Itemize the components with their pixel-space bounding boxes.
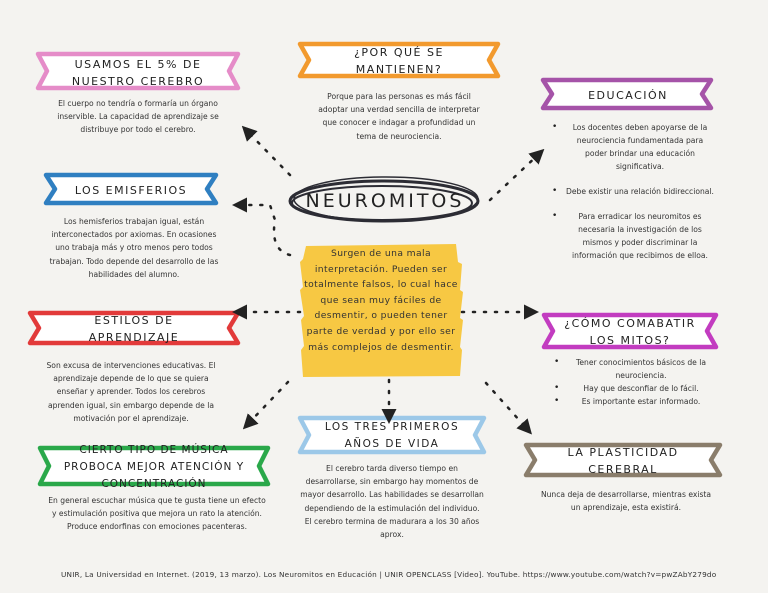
banner-primeros [304,420,480,452]
banner-educacion-title: EDUCACIÓN [588,88,668,102]
banner-mantienen [304,46,494,76]
text-hemisferios: Los hemisferios trabajan igual, están interconectados por axiomas. En ocasiones uno trabaja más y otro menos pero todos trabajan. Todo depende del desarrollo de las habilidades del alumno. [49,217,219,279]
banner-hemisferios [51,177,211,203]
center-title: NEUROMITOS [305,190,465,212]
banner-cerebro-title: USAMOS EL 5% DE NUESTRO CEREBRO [71,58,205,88]
list-combatir [552,356,714,408]
combatir-item: • Hay que desconfiar de lo fácil. [552,382,714,395]
banner-hemisferios-title: LOS EMISFERIOS [74,183,188,197]
banner-combatir-title: ¿CÓMO COMABATIR LOS MITOS? [564,317,696,347]
combatir-item: • Tener conocimientos básicos de la neurociencia. [552,356,714,382]
banner-estilos [34,315,234,343]
educacion-item: • Los docentes deben apoyarse de la neurociencia fundamentada para poder brindar una educación significativa. [550,121,714,173]
banner-mantienen-title: ¿POR QUÉ SE MANTIENEN? [354,46,444,76]
banner-plasticidad [530,447,716,475]
banner-musica [44,443,264,490]
educacion-item: • Para erradicar los neuromitos es necesaria la investigación de los mismos y poder discriminar la información que recibimos de elloa. [550,210,714,262]
text-estilos: Son excusa de intervenciones educativas. El aprendizaje depende de lo que se quiera enseñar y aprender. Todos los cerebros aprenden igual, sin embargo depende de la motivación por el aprendizaje. [46,361,216,423]
text-cerebro: El cuerpo no tendría o formaría un órgano inservible. La capacidad de aprendizaje se distribuye por todo el cerebro. [57,99,219,135]
text-musica: En general escuchar música que te gusta tiene un efecto y estimulación positiva que mejora un rato la atención. Produce endorfinas con emociones pacenteras. [48,496,266,532]
banner-musica-title: CIERTO TIPO DE MÚSICA PROBOCA MEJOR ATENCIÓN Y CONCENTRACIÓN [63,443,245,490]
banner-estilos-title: ESTILOS DE APRENDIZAJE [88,314,180,344]
combatir-item: • Es importante estar informado. [552,395,714,408]
footer-citation: UNIR, La Universidad en Internet. (2019, 13 marzo). Los Neuromitos en Educación | UNIR OPENCLASS [Video]. YouTube. https://www.youtube.com/watch?v=pwZAbY279do [61,570,717,579]
banner-cerebro [45,56,231,90]
educacion-item: • Debe existir una relación bidireccional. [550,185,714,198]
text-plasticidad: Nunca deja de desarrollarse, mientras exista un aprendizaje, esta existirá. [540,490,712,513]
banner-primeros-title: LOS TRES PRIMEROS AÑOS DE VIDA [324,421,460,450]
banner-educacion [548,82,708,108]
text-mantienen: Porque para las personas es más fácil adoptar una verdad sencilla de interpretar que conocer e indagar a profundidad un tema de neurociencia. [318,92,480,141]
list-educacion [550,121,714,274]
center-summary: Surgen de una mala interpretación. Pueden ser totalmente falsos, lo cual hace que sean muy fáciles de desmentir, o pueden tener parte de verdad y por ello ser más complejos de desmentir. [304,248,458,353]
banner-combatir [548,317,712,347]
banner-plasticidad-title: LA PLASTICIDAD CEREBRAL [567,446,679,476]
text-primeros: El cerebro tarda diverso tiempo en desarrollarse, sin embargo hay momentos de mayor desarrollo. Las habilidades se desarrollan dependiendo de la estimulación del individuo. El cerebro termina de madurara a los 30 años aprox. [300,464,484,540]
